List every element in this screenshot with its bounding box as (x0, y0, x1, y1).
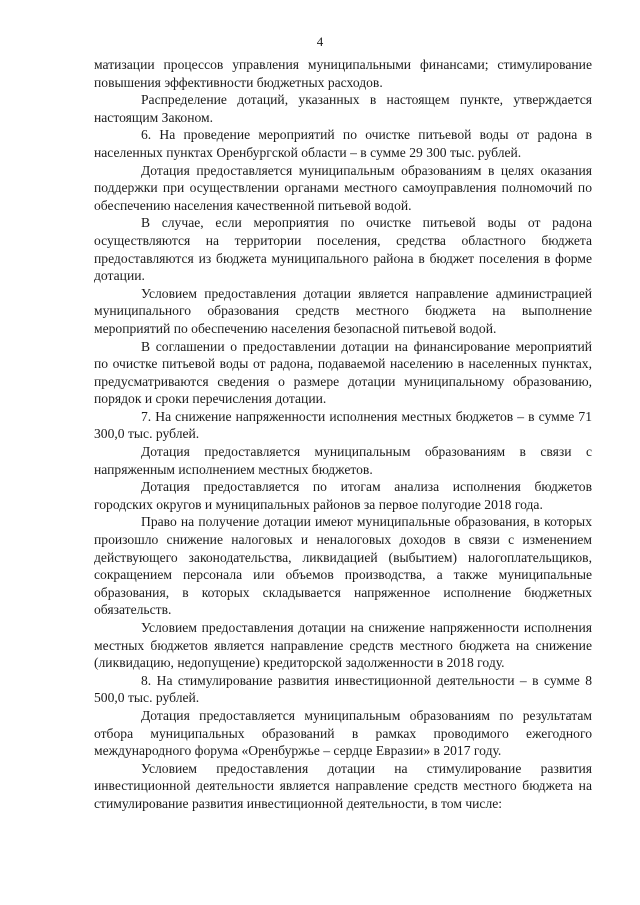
paragraph: Условием предоставления дотации на стимулирование развития инвестиционной деятельности является направление средств местного бюджета на стимулирование развития инвестиционной деятельности, в том числе: (94, 760, 592, 811)
paragraph: Дотация предоставляется по итогам анализа исполнения бюджетов городских округов и муниципальных районов за первое полугодие 2018 года. (94, 479, 592, 512)
paragraph: Условием предоставления дотации на снижение напряженности исполнения местных бюджетов является направление средств местного бюджета на снижение (ликвидацию, недопущение) кредиторской задолженности в 2018 году. (94, 620, 592, 671)
paragraph: Дотация предоставляется муниципальным образованиям в связи с напряженным исполнением местных бюджетов. (94, 444, 592, 477)
paragraph: 6. На проведение мероприятий по очистке питьевой воды от радона в населенных пунктах Оренбургской области – в сумме 29 300 тыс. рублей. (94, 127, 592, 160)
paragraph: матизации процессов управления муниципальными финансами; стимулирование повышения эффективности бюджетных расходов. (94, 57, 592, 90)
body-text (94, 56, 592, 813)
paragraph: 7. На снижение напряженности исполнения местных бюджетов – в сумме 71 300,0 тыс. рублей. (94, 408, 592, 442)
paragraph: Дотация предоставляется муниципальным образованиям в целях оказания поддержки при осуществлении органами местного самоуправления полномочий по обеспечению населения качественной питьевой водой. (94, 162, 592, 213)
paragraph: Право на получение дотации имеют муниципальные образования, в которых произошло снижение налоговых и неналоговых доходов в связи с изменением действующего законодательства, ликвидацией (выбытием) налогоплательщиков, сокращением персонала или объемов производства, а также муниципальные образования, в которых складывается напряженное исполнение бюджетных обязательств. (94, 514, 592, 618)
paragraph: Распределение дотаций, указанных в настоящем пункте, утверждается настоящим Законом. (94, 92, 592, 125)
paragraph: В соглашении о предоставлении дотации на финансирование мероприятий по очистке питьевой воды от радона, подаваемой населению в населенных пунктах, предусматриваются сведения о размере дотации муниципальному образованию, порядок и сроки перечисления дотации. (94, 338, 592, 407)
paragraph: Условием предоставления дотации является направление администрацией муниципального образования средств местного бюджета на выполнение мероприятий по обеспечению населения безопасной питьевой водой. (94, 285, 592, 336)
paragraph: 8. На стимулирование развития инвестиционной деятельности – в сумме 8 500,0 тыс. рублей. (94, 672, 592, 706)
page-number: 4 (316, 34, 324, 49)
paragraph: Дотация предоставляется муниципальным образованиям по результатам отбора муниципальных образований в рамках проводимого ежегодного международного форума «Оренбуржье – сердце Евразии» в 2017 году. (94, 707, 592, 759)
paragraph: В случае, если мероприятия по очистке питьевой воды от радона осуществляются на территории поселения, средства областного бюджета предоставляются из бюджета муниципального района в бюджет поселения в форме дотации. (94, 215, 592, 284)
